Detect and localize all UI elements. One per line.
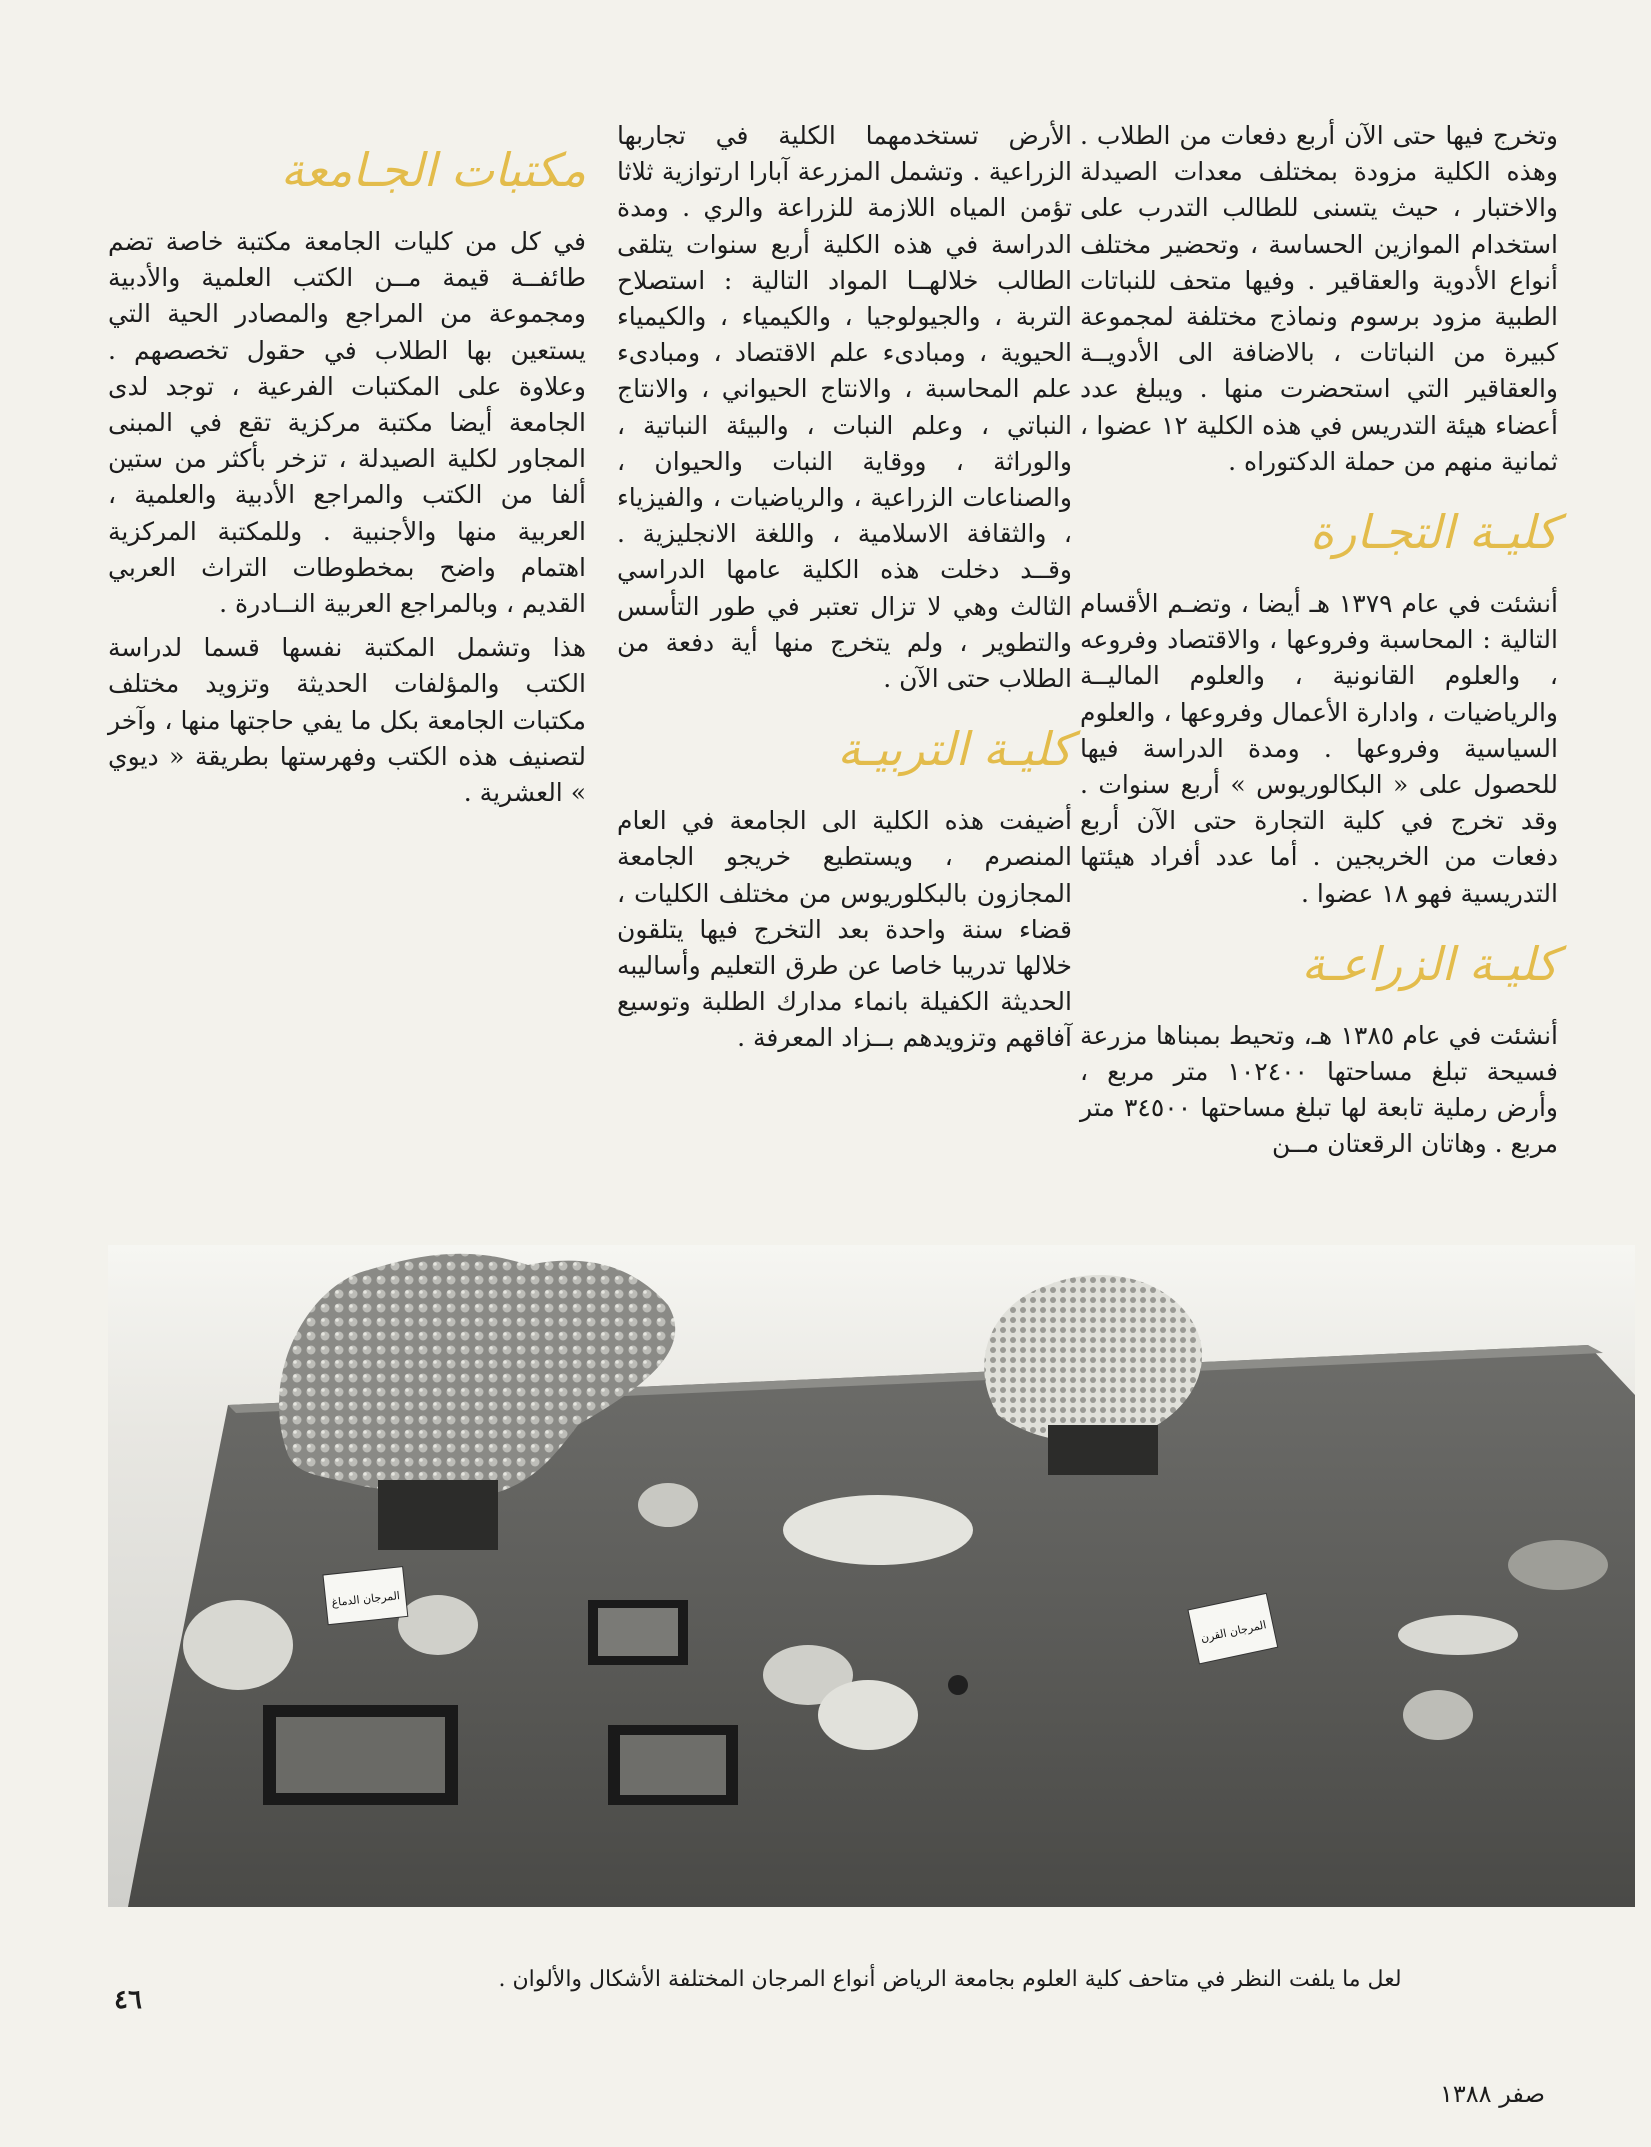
heading-university-libraries: مكتبات الجـامعة bbox=[280, 143, 586, 197]
libraries-paragraph-1: في كل من كليات الجامعة مكتبة خاصة تضم طائفــة قيمة مــن الكتب العلمية والأدبية ومجموعة من المراجع والمصادر الحية التي يستعين بها الطلاب في حقول تخصصهم . وعلاوة على المكتبات الفرعية ، توجد لدى الجامعة أيضا مكتبة مركزية تقع في المبنى المجاور لكلية الصيدلة ، تزخر بأكثر من ستين ألفا من الكتب والمراجع الأدبية والعلمية ، العربية منها والأجنبية . وللمكتبة المركزية اهتمام واضح بمخطوطات التراث العربي القديم ، وبالمراجع العربية النــادرة . bbox=[108, 227, 586, 619]
coral-stand bbox=[378, 1480, 498, 1550]
article-column-middle bbox=[617, 118, 1072, 1065]
label-card-left bbox=[323, 1567, 408, 1625]
article-column-right bbox=[1080, 118, 1558, 1171]
label-horn-coral: المرجان القرن bbox=[1199, 1618, 1268, 1645]
coral-display-photo bbox=[108, 1245, 1635, 1907]
article-column-left bbox=[108, 140, 586, 819]
issue-date: صفر ١٣٨٨ bbox=[1440, 2080, 1545, 2108]
libraries-paragraph-2: هذا وتشمل المكتبة نفسها قسما لدراسة الكتب والمؤلفات الحديثة وتزويد مختلف مكتبات الجامعة بكل ما يفي حاجتها منها ، وآخر لتصنيف هذه الكتب وفهرستها بطريقة « ديوي » العشرية . bbox=[108, 633, 586, 808]
agriculture-paragraph: أنشئت في عام ١٣٨٥ هـ، وتحيط بمبناها مزرعة فسيحة تبلغ مساحتها ١٠٢٤٠٠ متر مربع ، وأرض رملية تابعة لها تبلغ مساحتها ٣٤٥٠٠ متر مربع . وهاتان الرقعتان مــن bbox=[1080, 1020, 1559, 1159]
page-number: ٤٦ bbox=[114, 1985, 142, 2015]
branching-coral-stand bbox=[1048, 1425, 1158, 1475]
heading-agriculture-college: كليـة الزراعـة bbox=[1301, 936, 1558, 991]
photo-caption: لعل ما يلفت النظر في متاحف كلية العلوم بجامعة الرياض أنواع المرجان المختلفة الأشكال والألوان . bbox=[498, 1967, 1402, 1992]
heading-commerce-college: كليـة التجـارة bbox=[1310, 505, 1558, 560]
label-brain-coral: المرجان الدماغ bbox=[330, 1589, 401, 1610]
commerce-paragraph: أنشئت في عام ١٣٧٩ هـ أيضا ، وتضـم الأقسام التالية : المحاسبة وفروعها ، والاقتصاد وفروعه ، والعلوم القانونية ، والعلوم الماليــة والرياضيات ، وادارة الأعمال وفروعها ، والعلوم السياسية وفروعها . ومدة الدراسة فيها للحصول على « البكالوريوس » أربع سنوات . وقد تخرج في كلية التجارة حتى الآن أربع دفعات من الخريجين . أما عدد أفراد هيئتها التدريسية فهو ١٨ عضوا . bbox=[1080, 589, 1558, 908]
agriculture-paragraph-continued: الأرض تستخدمهما الكلية في تجاربها الزراعية . وتشمل المزرعة آبارا ارتوازية ثلاثا تؤمن المياه اللازمة للزراعة والري . ومدة الدراسة في هذه الكلية أربع سنوات يتلقى الطالب خلالهــا المواد التالية : استصلاح التربة ، والجيولوجيا ، والكيمياء ، والكيمياء الحيوية ، ومبادىء علم الاقتصاد ، ومبادىء علم المحاسبة ، والانتاج الحيواني ، والانتاج النباتي ، وعلم النبات ، والبيئة النباتية ، والوراثة ، ووقاية النبات والحيوان ، والصناعات الزراعية ، والرياضيات ، والفيزياء ، والثقافة الاسلامية ، واللغة الانجليزية . وقــد دخلت هذه الكلية عامها الدراسي الثالث وهي لا تزال تعتبر في طور التأسس والتطوير ، ولم يتخرج منها أية دفعة من الطلاب حتى الآن . bbox=[617, 121, 1072, 694]
heading-education-college: كليـة التربيـة bbox=[837, 722, 1072, 777]
pharmacy-paragraph: وتخرج فيها حتى الآن أربع دفعات من الطلاب . وهذه الكلية مزودة بمختلف معدات الصيدلة والاختبار ، حيث يتسنى للطالب التدرب على استخدام الموازين الحساسة ، وتحضير مختلف أنواع الأدوية والعقاقير . وفيها متحف للنباتات الطبية مزود برسوم ونماذج مختلفة لمجموعة كبيرة من النباتات ، بالاضافة الى الأدويــة والعقاقير التي استحضرت منها . ويبلغ عدد أعضاء هيئة التدريس في هذه الكلية ١٢ عضوا ، ثمانية منهم من حملة الدكتوراه . bbox=[1080, 121, 1558, 476]
education-paragraph: أضيفت هذه الكلية الى الجامعة في العام المنصرم ، ويستطيع خريجو الجامعة المجازون بالبكلوريوس من مختلف الكليات ، قضاء سنة واحدة بعد التخرج فيها يتلقون خلالها تدريبا خاصا عن طرق التعليم وأساليبه الحديثة الكفيلة بانماء مدارك الطلبة وتوسيع آفاقهم وتزويدهم بــزاد المعرفة . bbox=[617, 806, 1072, 1053]
